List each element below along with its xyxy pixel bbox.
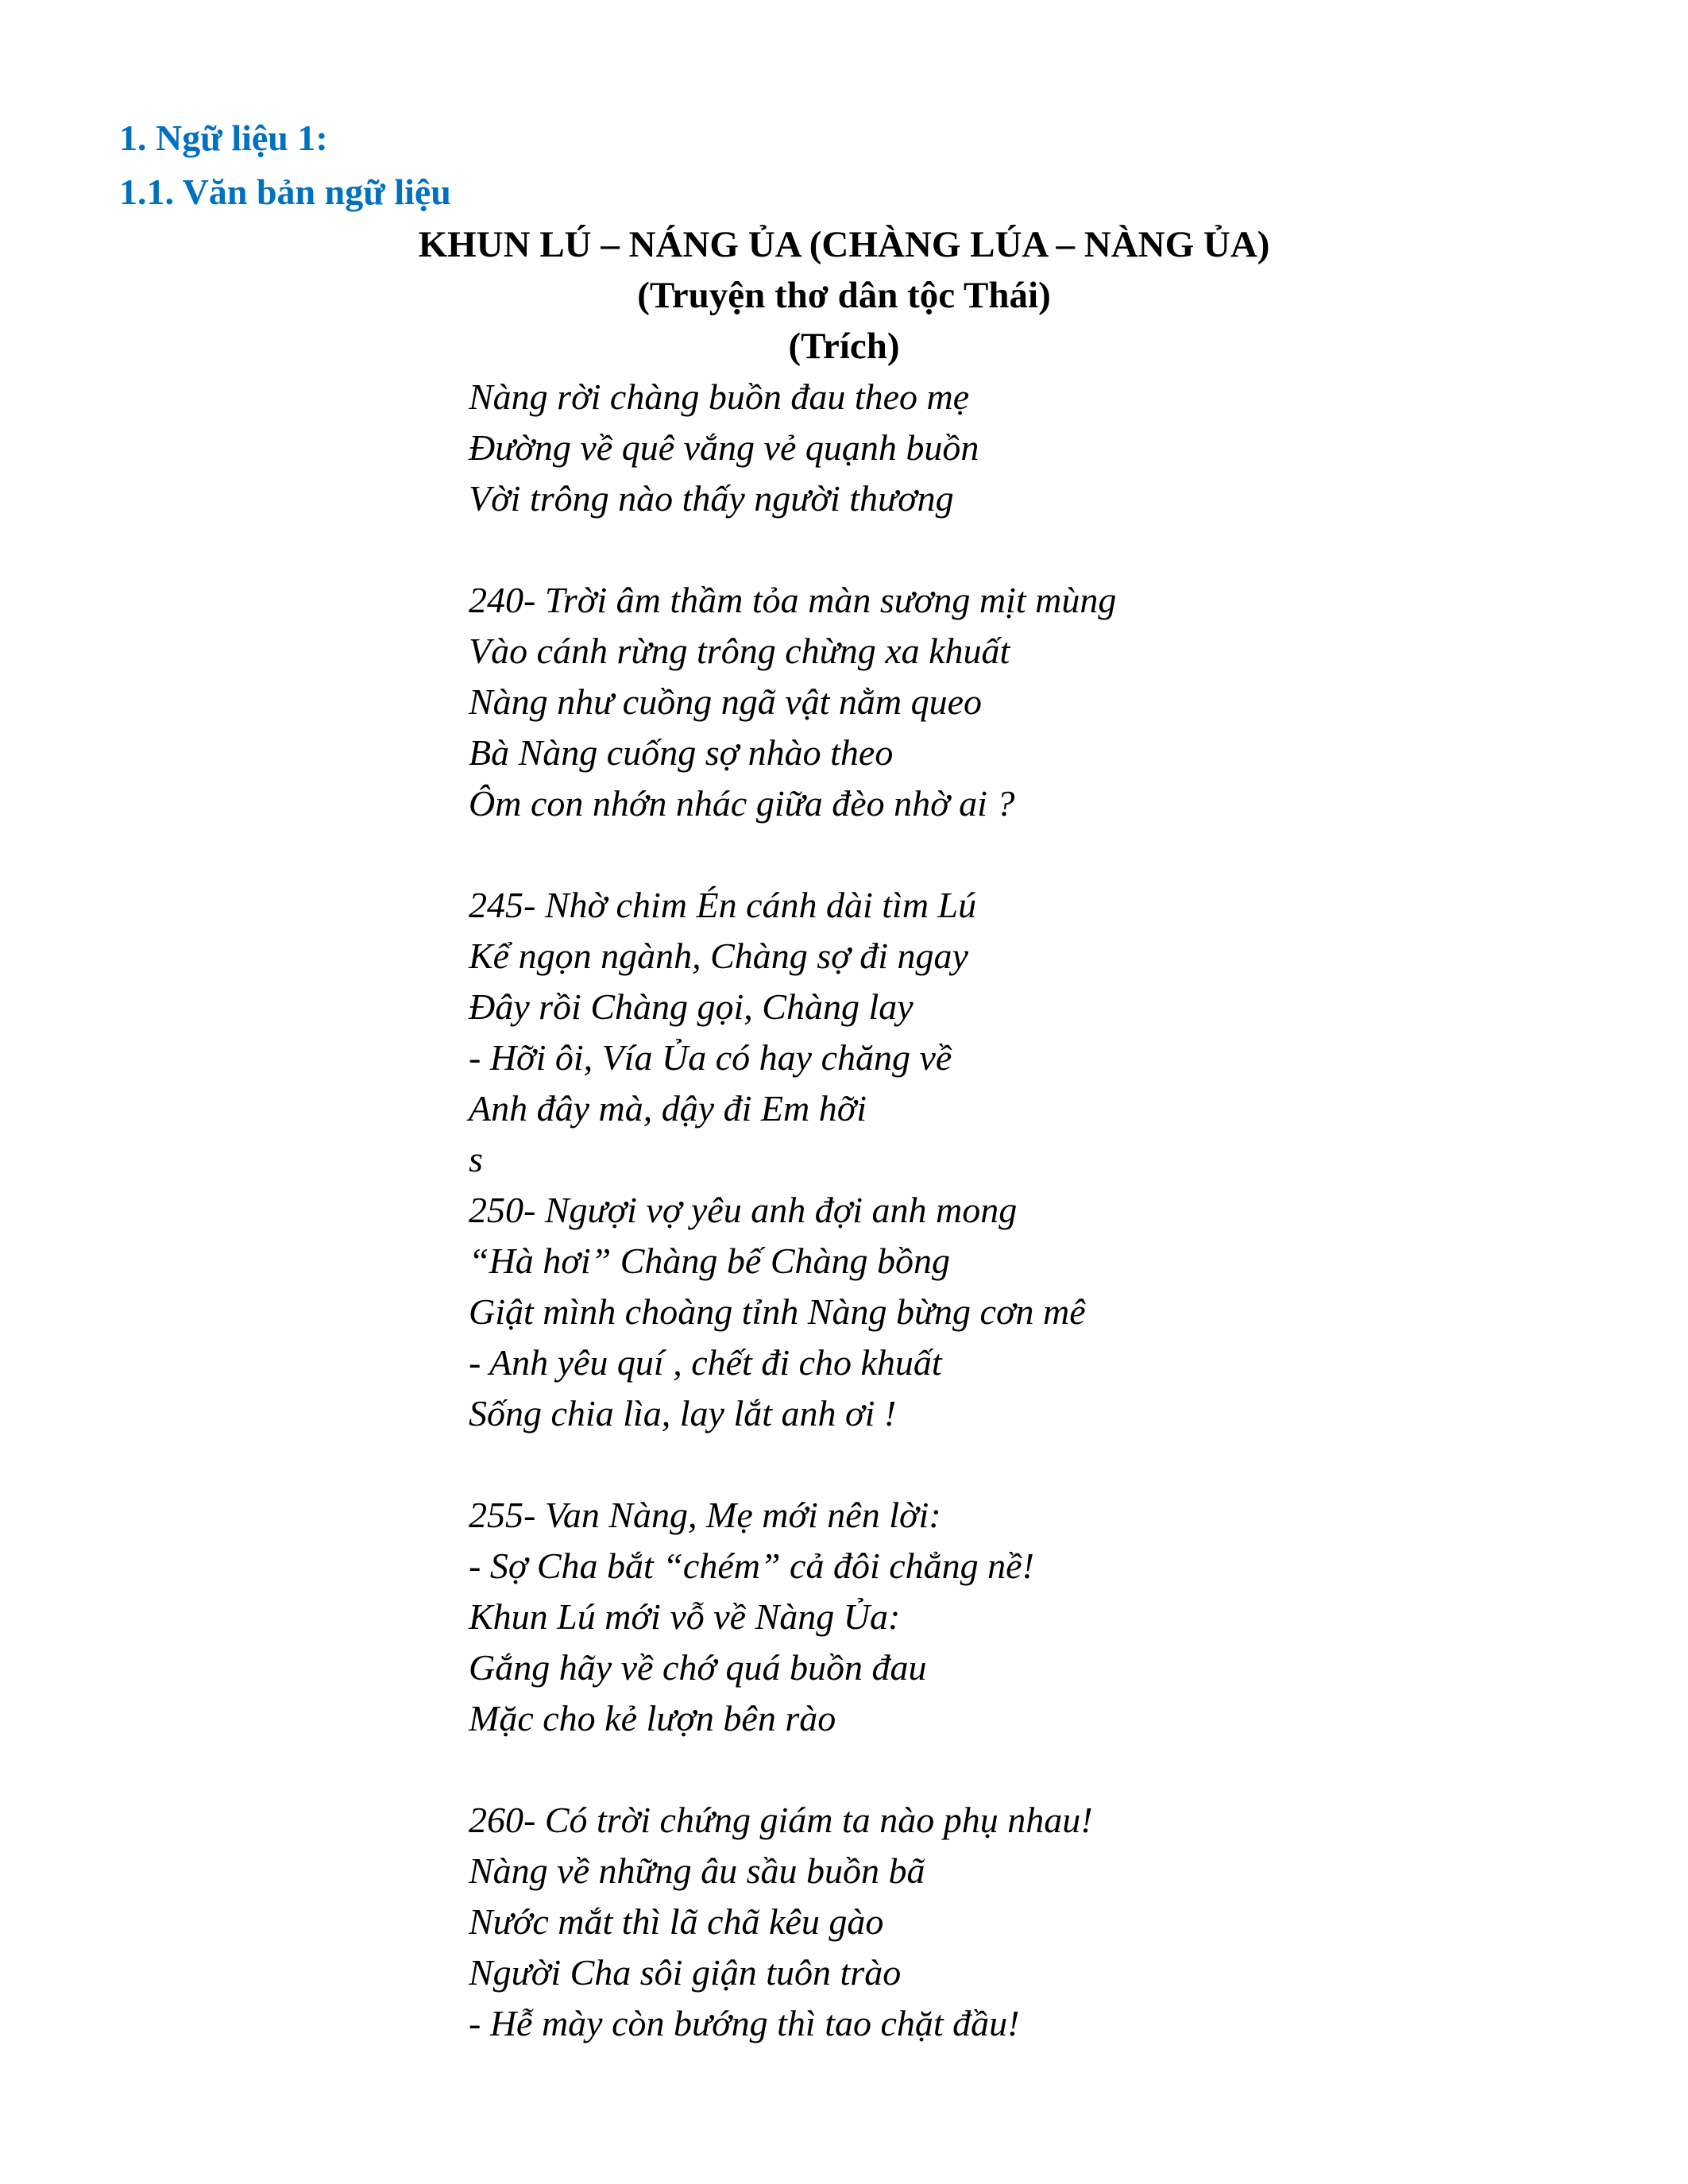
poem-line: s [469, 1139, 483, 1179]
subsection-heading: 1.1. Văn bản ngữ liệu [119, 172, 451, 212]
poem-body [469, 372, 1569, 2049]
poem-line: Gắng hãy về chớ quá buồn đau [469, 1647, 927, 1688]
poem-line: 245- Nhờ chim Én cánh dài tìm Lú [469, 885, 977, 925]
poem-line: Nàng như cuồng ngã vật nằm queo [469, 681, 983, 722]
poem-line: Anh đây mà, dậy đi Em hỡi [469, 1088, 867, 1129]
poem-line: Vào cánh rừng trông chừng xa khuất [469, 631, 1010, 671]
poem-line [469, 1439, 1569, 1490]
poem-line: Mặc cho kẻ lượn bên rào [469, 1698, 836, 1738]
poem-line: Bà Nàng cuống sợ nhào theo [469, 732, 894, 773]
poem-line: Khun Lú mới vỗ về Nàng Ủa: [469, 1596, 901, 1637]
poem-line: 250- Ngượi vợ yêu anh đợi anh mong [469, 1190, 1018, 1230]
poem-line: - Hễ mày còn bướng thì tao chặt đầu! [469, 2003, 1020, 2043]
section-heading: 1. Ngữ liệu 1: [119, 118, 328, 158]
poem-line: Đường về quê vắng vẻ quạnh buồn [469, 427, 979, 468]
poem-line: Giật mình choàng tỉnh Nàng bừng cơn mê [469, 1291, 1086, 1332]
poem-line: “Hà hơi” Chàng bế Chàng bồng [469, 1241, 950, 1281]
poem-title-block [119, 219, 1569, 372]
poem-line [469, 829, 1569, 880]
poem-line: 255- Van Nàng, Mẹ mới nên lời: [469, 1495, 941, 1535]
poem-excerpt-label: (Trích) [788, 326, 900, 367]
poem-line: 240- Trời âm thầm tỏa màn sương mịt mùng [469, 580, 1117, 620]
poem-line: 260- Có trời chứng giám ta nào phụ nhau! [469, 1800, 1093, 1840]
poem-line: Nàng về những âu sầu buồn bã [469, 1850, 925, 1891]
poem-title: KHUN LÚ – NÁNG ỦA (CHÀNG LÚA – NÀNG ỦA) [418, 224, 1270, 265]
poem-line: - Sợ Cha bắt “chém” cả đôi chẳng nề! [469, 1545, 1034, 1586]
poem-line: Nước mắt thì lã chã kêu gào [469, 1901, 884, 1942]
poem-line: - Anh yêu quí , chết đi cho khuất [469, 1342, 942, 1383]
poem-line: Kể ngọn ngành, Chàng sợ đi ngay [469, 936, 968, 976]
poem-line [469, 524, 1569, 575]
poem-line: Đây rồi Chàng gọi, Chàng lay [469, 986, 914, 1027]
poem-line: Sống chia lìa, lay lắt anh ơi ! [469, 1393, 897, 1433]
poem-line: Ôm con nhớn nhác giữa đèo nhờ ai ? [469, 783, 1015, 824]
poem-subtitle: (Truyện thơ dân tộc Thái) [637, 275, 1051, 316]
poem-line: Vời trông nào thấy người thương [469, 478, 954, 519]
poem-line: Nàng rời chàng buồn đau theo mẹ [469, 376, 970, 417]
poem-line: - Hỡi ôi, Vía Ủa có hay chăng về [469, 1037, 952, 1078]
poem-line [469, 1744, 1569, 1795]
poem-line: Người Cha sôi giận tuôn trào [469, 1952, 902, 1993]
